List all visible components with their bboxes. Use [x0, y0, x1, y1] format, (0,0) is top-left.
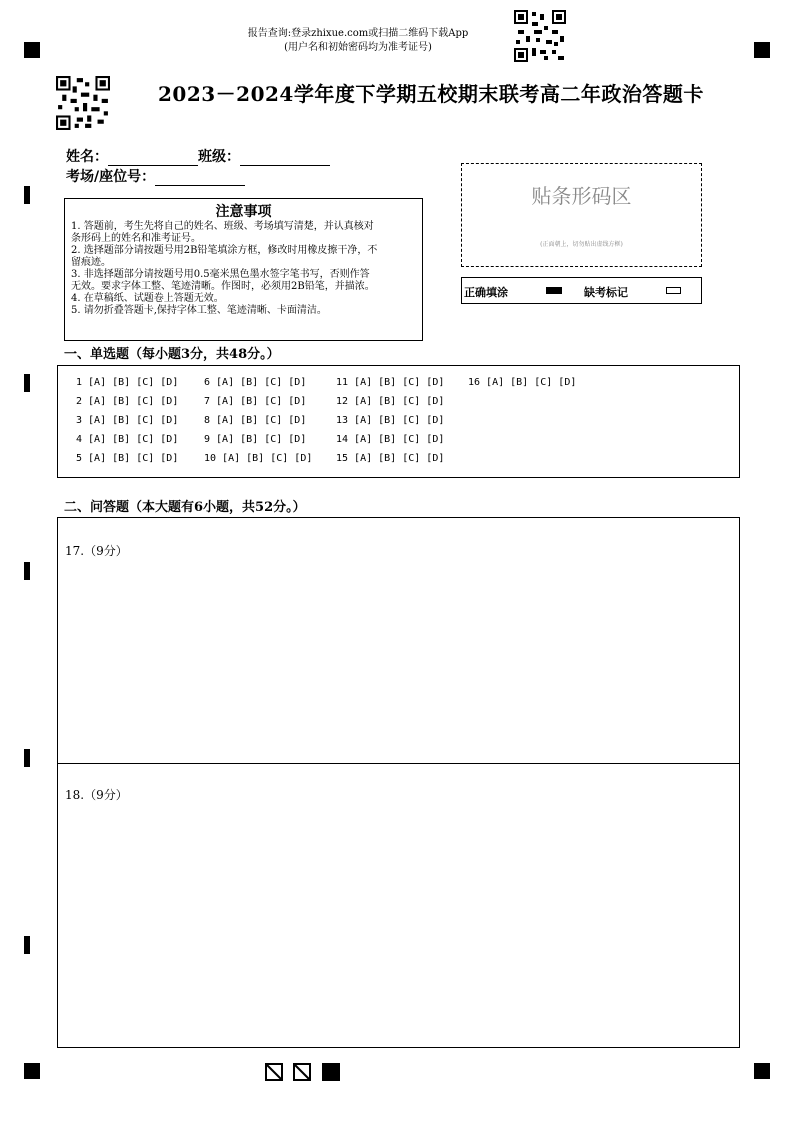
notice-title: 注意事项 [215, 204, 272, 220]
student-name-row [66, 146, 330, 166]
class-label: 班级： [198, 149, 240, 165]
choice-row[interactable]: 10 [A] [B] [C] [D] [204, 453, 313, 464]
class-field[interactable] [240, 151, 330, 166]
absent-mark-label: 缺考标记 [584, 286, 628, 299]
notice-line: 2. 选择题部分请按题号用2B铅笔填涂方框，修改时用橡皮擦干净，不 [71, 245, 378, 256]
seat-row [66, 166, 245, 186]
correct-fill-sample [546, 287, 562, 294]
page-mark-solid [322, 1063, 340, 1081]
notice-line: 留痕迹。 [71, 257, 111, 268]
choice-row[interactable]: 15 [A] [B] [C] [D] [336, 453, 445, 464]
notice-box [64, 198, 423, 341]
fill-legend [461, 277, 702, 304]
answer-box-17[interactable] [57, 517, 740, 764]
page-mark-slash-icon [293, 1063, 311, 1081]
choice-row[interactable]: 13 [A] [B] [C] [D] [336, 415, 445, 426]
choice-column [76, 377, 178, 472]
corner-mark-bottom-left [24, 1063, 40, 1079]
page-mark-slash-icon [265, 1063, 283, 1081]
choice-row[interactable]: 2 [A] [B] [C] [D] [76, 396, 179, 407]
choice-row[interactable]: 1 [A] [B] [C] [D] [76, 377, 179, 388]
corner-mark-bottom-right [754, 1063, 770, 1079]
notice-line: 4. 在草稿纸、试题卷上答题无效。 [71, 293, 224, 304]
choice-row[interactable]: 7 [A] [B] [C] [D] [204, 396, 307, 407]
absent-mark-box[interactable] [666, 287, 681, 294]
timing-mark [24, 562, 30, 580]
choice-column [204, 377, 312, 472]
choice-row[interactable]: 11 [A] [B] [C] [D] [336, 377, 445, 388]
report-line-2: (用户名和初始密码均为准考证号) [284, 42, 432, 53]
section1-title: 一、单选题（每小题3分，共48分。） [64, 347, 280, 362]
notice-line: 3. 非选择题部分请按题号用0.5毫米黑色墨水签字笔书写，否则作答 [71, 269, 370, 280]
barcode-area [461, 163, 702, 267]
question-18-label: 18.（9分） [65, 788, 128, 802]
notice-line: 1. 答题前，考生先将自己的姓名、班级、考场填写清楚，并认真核对 [71, 221, 374, 232]
choice-row[interactable]: 8 [A] [B] [C] [D] [204, 415, 307, 426]
report-line-1: 报告查询:登录zhixue.com或扫描二维码下载App [247, 28, 469, 39]
notice-line: 无效。要求字体工整、笔迹清晰。作图时，必须用2B铅笔，并描浓。 [71, 281, 375, 292]
barcode-hint: (正面朝上，切勿贴出虚线方框) [540, 241, 623, 248]
choice-box [57, 365, 740, 478]
choice-row[interactable]: 9 [A] [B] [C] [D] [204, 434, 307, 445]
page-title: 2023－2024学年度下学期五校期末联考高二年政治答题卡 [158, 82, 704, 106]
timing-mark [24, 374, 30, 392]
timing-mark [24, 936, 30, 954]
choice-row[interactable]: 4 [A] [B] [C] [D] [76, 434, 179, 445]
notice-line: 条形码上的姓名和准考证号。 [71, 233, 201, 244]
correct-fill-label: 正确填涂 [464, 286, 508, 299]
choice-row[interactable]: 6 [A] [B] [C] [D] [204, 377, 307, 388]
qr-code-icon [56, 76, 110, 130]
seat-field[interactable] [155, 171, 245, 186]
section2-title: 二、问答题（本大题有6小题，共52分。） [64, 500, 306, 515]
notice-line: 5. 请勿折叠答题卡,保持字体工整、笔迹清晰、卡面清洁。 [71, 305, 327, 316]
question-17-label: 17.（9分） [65, 544, 128, 558]
choice-row[interactable]: 5 [A] [B] [C] [D] [76, 453, 179, 464]
choice-row[interactable]: 3 [A] [B] [C] [D] [76, 415, 179, 426]
barcode-label: 贴条形码区 [531, 184, 632, 208]
qr-code-icon [514, 10, 566, 62]
choice-column [468, 377, 576, 396]
choice-row[interactable]: 12 [A] [B] [C] [D] [336, 396, 445, 407]
seat-label: 考场/座位号： [66, 169, 156, 185]
timing-mark [24, 749, 30, 767]
name-field[interactable] [108, 151, 198, 166]
answer-box-18[interactable] [57, 763, 740, 1048]
corner-mark-top-left [24, 42, 40, 58]
corner-mark-top-right [754, 42, 770, 58]
timing-mark [24, 186, 30, 204]
name-label: 姓名： [66, 149, 108, 165]
choice-row[interactable]: 14 [A] [B] [C] [D] [336, 434, 445, 445]
choice-column [336, 377, 444, 472]
choice-row[interactable]: 16 [A] [B] [C] [D] [468, 377, 577, 388]
